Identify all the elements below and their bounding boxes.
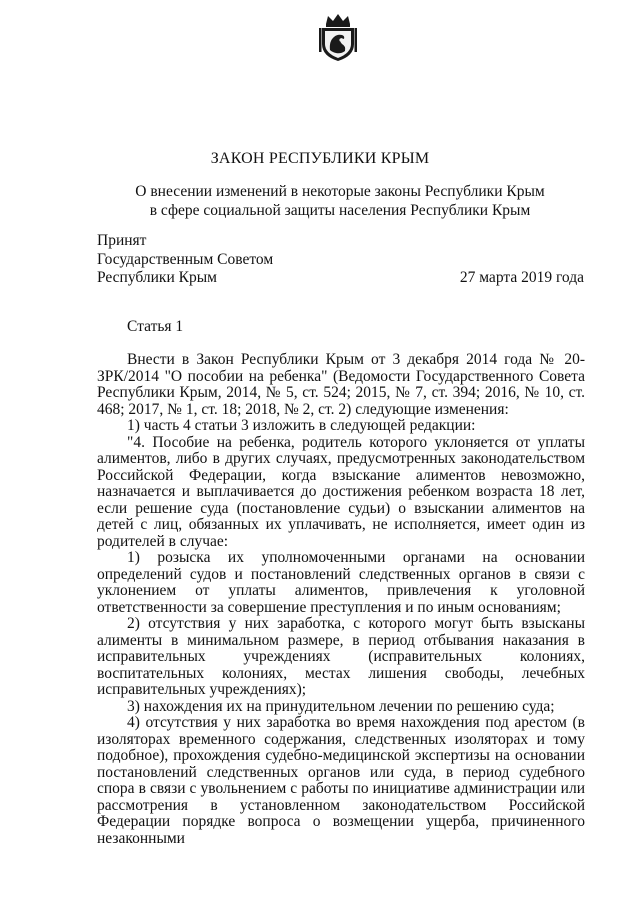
document-title: ЗАКОН РЕСПУБЛИКИ КРЫМ <box>210 150 430 167</box>
adoption-date: 27 марта 2019 года <box>459 269 584 286</box>
document-subtitle <box>60 182 620 220</box>
paragraph: 2) отсутствия у них заработка, с которого могут быть взысканы алименты в минимальном размере, в период отбывания наказания в исправительных учреждениях (исправительных колониях, воспитательных колониях, местах лишения свободы, лечебных исправительных учреждениях); <box>97 615 585 698</box>
subtitle-line: О внесении изменений в некоторые законы Республики Крым <box>135 183 545 200</box>
adoption-block <box>97 232 273 288</box>
adoption-line: Государственным Советом <box>97 250 274 268</box>
crimea-coat-of-arms-icon <box>318 14 358 62</box>
paragraph: 3) нахождения их на принудительном лечении по решению суда; <box>127 697 555 715</box>
subtitle-line: в сфере социальной защиты населения Республики Крым <box>149 202 531 219</box>
paragraph: 1) часть 4 статьи 3 изложить в следующей редакции: <box>127 417 476 434</box>
paragraph: Внести в Закон Республики Крым от 3 декабря 2014 года № 20-ЗРК/2014 "О пособии на ребенка" (Ведомости Государственного Совета Республики Крым, 2014, № 5, ст. 524; 2015, № 7, ст. 394; 2016, № 10, ст. 468; 2017, № 1, ст. 18; 2018, № 2, ст. 2) следующие изменения: <box>97 351 585 418</box>
article-heading: Статья 1 <box>127 318 184 335</box>
paragraph: "4. Пособие на ребенка, родитель которого уклоняется от уплаты алиментов, либо в других случаях, предусмотренных законодательством Российской Федерации, когда взыскание алиментов невозможно, назначается и выплачивается до достижения ребенком возраста 18 лет, если решение суда (постановление судьи) о взыскании алиментов на детей с лиц, обязанных их уплачивать, не исполняется, имеет один из родителей в случае: <box>97 433 585 550</box>
adoption-line: Принят <box>97 232 147 249</box>
adoption-line: Республики Крым <box>97 269 217 286</box>
document-body <box>97 352 585 847</box>
paragraph: 1) розыска их уполномоченными органами на основании определений судов и постановлений следственных органов в связи с уклонением от уплаты алиментов, привлечения к уголовной ответственности за совершение преступления и по иным основаниям; <box>97 549 585 616</box>
paragraph: 4) отсутствия у них заработка во время нахождения под арестом (в изоляторах временного содержания, следственных изоляторах и тому подобное), прохождения судебно-медицинской экспертизы на основании постановлений следственных органов или суда, в период судебного спора в связи с увольнением с работы по инициативе администрации или рассмотрения в установленном законодательством Российской Федерации порядке вопроса о возмещении ущерба, причиненного незаконными <box>97 714 585 847</box>
